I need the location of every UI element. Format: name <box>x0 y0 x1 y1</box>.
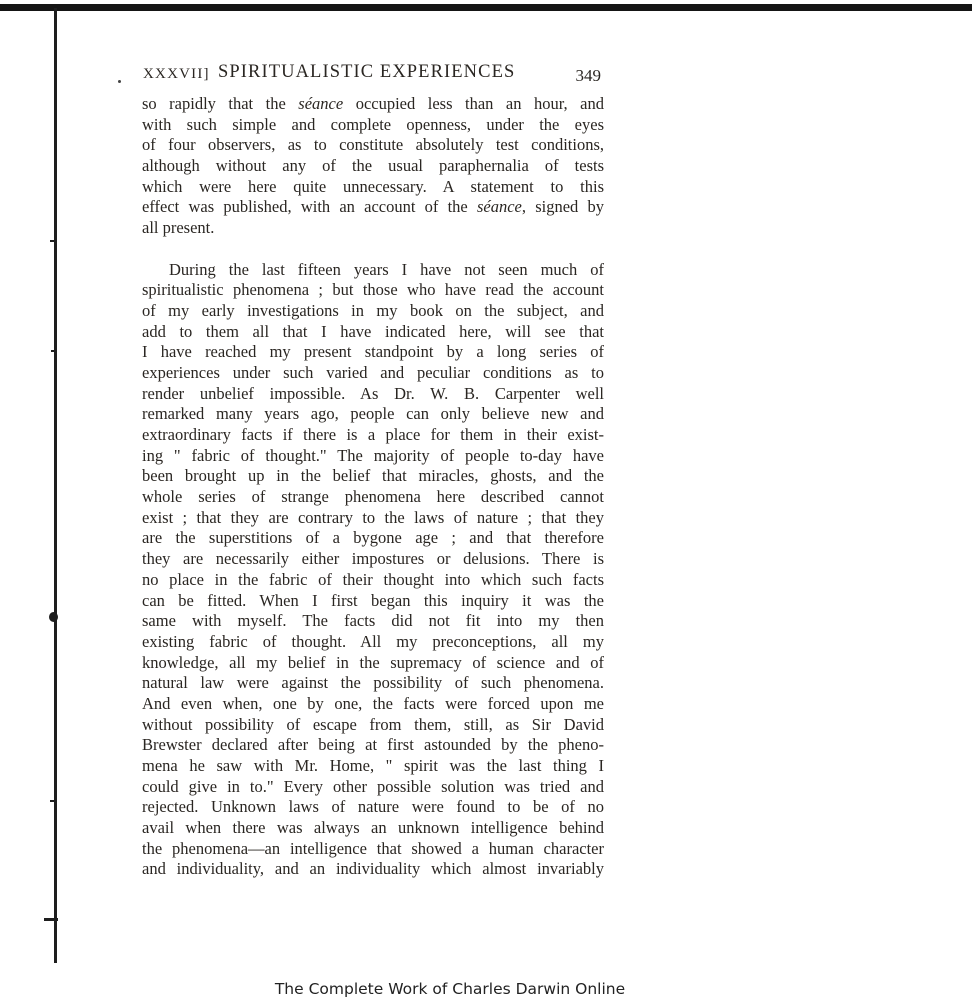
text-line: without possibility of escape from them, still, as Sir David <box>142 714 604 734</box>
page-number: 349 <box>575 66 601 85</box>
text-line: which were here quite unnecessary. A statement to this <box>142 176 604 196</box>
text-line: add to them all that I have indicated here, will see that <box>142 321 604 341</box>
text-line: whole series of strange phenomena here described cannot <box>142 487 604 507</box>
text-line: they are necessarily either impostures or delusions. There is <box>142 549 604 569</box>
top-border-rule <box>0 4 972 11</box>
footer-credit: The Complete Work of Charles Darwin Online <box>274 980 626 998</box>
running-title: SPIRITUALISTIC EXPERIENCES <box>218 62 516 82</box>
text-line: knowledge, all my belief in the supremacy of science and of <box>142 652 604 672</box>
text-line: are the superstitions of a bygone age ; and that therefore <box>142 528 604 548</box>
text-line: natural law were against the possibility of such phenomena. <box>142 673 604 693</box>
paragraph-gap <box>142 239 604 260</box>
text-line: so rapidly that the séance occupied less than an hour, and <box>142 94 604 113</box>
page-left-edge <box>54 8 57 963</box>
text-line: of my early investigations in my book on the subject, and <box>142 300 604 320</box>
text-line: I have reached my present standpoint by a long series of <box>142 342 604 362</box>
edge-mark <box>49 612 58 622</box>
text-line: can be fitted. When I first began this inquiry it was the <box>142 590 604 610</box>
text-line: extraordinary facts if there is a place for them in their exist- <box>142 425 604 444</box>
text-line: render unbelief impossible. As Dr. W. B. Carpenter well <box>142 383 604 403</box>
text-line: of four observers, as to constitute absolutely test conditions, <box>142 135 604 155</box>
edge-mark <box>51 350 57 352</box>
chapter-number: XXXVII] <box>143 66 210 82</box>
text-line: could give in to." Every other possible solution was tried and <box>142 776 604 796</box>
text-line: Brewster declared after being at first astounded by the pheno- <box>142 735 604 755</box>
edge-mark <box>50 800 57 802</box>
text-line: and individuality, and an individuality which almost invariably <box>142 859 604 879</box>
text-line: And even when, one by one, the facts were forced upon me <box>142 693 604 713</box>
margin-dot <box>118 80 121 83</box>
text-line: exist ; that they are contrary to the laws of nature ; that they <box>142 507 604 527</box>
text-line: mena he saw with Mr. Home, " spirit was the last thing I <box>142 756 604 775</box>
text-line: ing " fabric of thought." The majority of people to-day have <box>142 445 604 465</box>
text-line: existing fabric of thought. All my preconceptions, all my <box>142 631 604 651</box>
text-line: During the last fifteen years I have not seen much of <box>169 259 604 279</box>
text-line: effect was published, with an account of the séance, signed by <box>142 197 604 217</box>
edge-mark <box>50 240 57 242</box>
edge-mark <box>44 918 58 921</box>
text-line: been brought up in the belief that miracles, ghosts, and the <box>142 466 604 486</box>
text-line: although without any of the usual paraphernalia of tests <box>142 156 604 176</box>
text-line: same with myself. The facts did not fit into my then <box>142 611 604 631</box>
text-line: spiritualistic phenomena ; but those who have read the account <box>142 280 604 300</box>
text-line: avail when there was always an unknown intelligence behind <box>142 818 604 838</box>
text-line: experiences under such varied and peculiar conditions as to <box>142 362 604 382</box>
running-head <box>143 64 603 86</box>
text-line: the phenomena—an intelligence that showed a human character <box>142 838 604 858</box>
text-line: all present. <box>142 218 215 238</box>
text-line: rejected. Unknown laws of nature were found to be of no <box>142 797 604 817</box>
text-line: remarked many years ago, people can only believe new and <box>142 404 604 424</box>
text-line: no place in the fabric of their thought into which such facts <box>142 569 604 589</box>
page-body <box>142 94 604 880</box>
text-line: with such simple and complete openness, under the eyes <box>142 114 604 134</box>
